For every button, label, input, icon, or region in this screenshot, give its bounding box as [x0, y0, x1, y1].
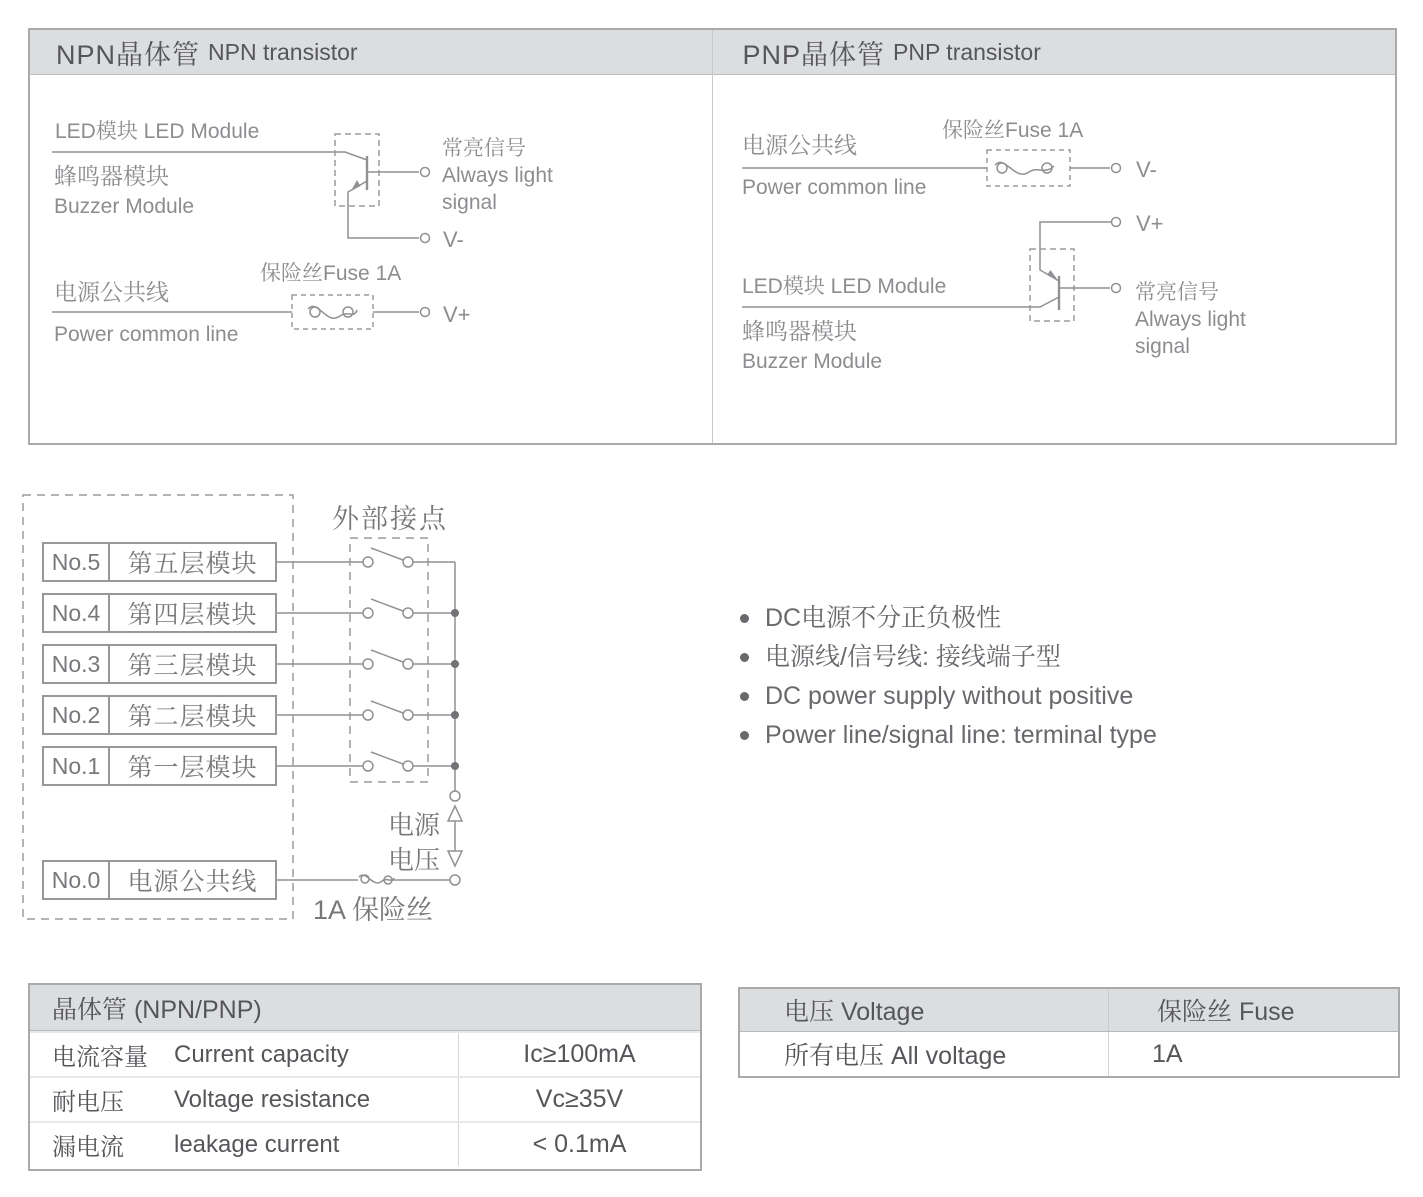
table-row-all-voltage: 所有电压 All voltage 1A [740, 1032, 1398, 1076]
bullet-icon [740, 653, 749, 662]
table-row-current-capacity: 电流容量 Current capacity Ic≥100mA [30, 1031, 700, 1076]
pnp-power-common-en: Power common line [742, 176, 927, 199]
npn-buzzer-label-en: Buzzer Module [54, 195, 195, 218]
pnp-fuse-label: 保险丝Fuse 1A [942, 119, 1084, 142]
pnp-power-common-zh: 电源公共线 [742, 132, 857, 158]
header-voltage: 电压 Voltage [740, 989, 1109, 1031]
pnp-always-light-label: 常亮信号 Always light signal [1135, 281, 1246, 358]
npn-buzzer-label-zh: 蜂鸣器模块 [54, 163, 169, 189]
table-row-leakage-current: 漏电流 leakage current < 0.1mA [30, 1121, 700, 1166]
pnp-title-zh: PNP晶体管 [742, 39, 886, 70]
npn-v-minus-label: V- [443, 227, 464, 252]
module-row-no4: No.4 第四层模块 [42, 593, 277, 633]
power-voltage-label-2: 电压 [387, 845, 440, 875]
note-item: 电源线/信号线: 接线端子型 [740, 642, 1220, 672]
external-contact-label: 外部接点 [332, 504, 448, 534]
notes-list [740, 603, 1220, 750]
npn-always-light-label: 常亮信号 Always light signal [442, 137, 553, 214]
npn-fuse-label: 保险丝Fuse 1A [260, 262, 402, 285]
power-voltage-label-1: 电源 [387, 810, 440, 840]
module-wiring-diagram [20, 490, 520, 940]
note-item: Power line/signal line: terminal type [740, 720, 1220, 750]
module-row-no1: No.1 第一层模块 [42, 746, 277, 786]
module-row-no2: No.2 第二层模块 [42, 695, 277, 735]
table-row-voltage-resistance: 耐电压 Voltage resistance Vc≥35V [30, 1076, 700, 1121]
voltage-fuse-table-header [740, 989, 1398, 1032]
pnp-v-plus-label: V+ [1136, 211, 1164, 236]
panel-divider [712, 30, 713, 443]
bullet-icon [740, 614, 749, 623]
npn-title-zh: NPN晶体管 [56, 39, 201, 70]
npn-power-common-zh: 电源公共线 [54, 279, 169, 305]
note-item: DC电源不分正负极性 [740, 603, 1220, 633]
header-fuse: 保险丝 Fuse [1157, 998, 1295, 1026]
bullet-icon [740, 731, 749, 740]
pnp-buzzer-label-en: Buzzer Module [742, 350, 883, 373]
transistor-spec-table [28, 983, 702, 1171]
pnp-led-module-label: LED模块 LED Module [742, 275, 947, 298]
transistor-panel [28, 28, 1397, 445]
pnp-title-en: PNP transistor [893, 38, 1041, 65]
module-row-no0: No.0 电源公共线 [42, 860, 277, 900]
note-item: DC power supply without positive [740, 681, 1220, 711]
pnp-v-minus-label: V- [1136, 157, 1157, 182]
voltage-fuse-table [738, 987, 1400, 1078]
bullet-icon [740, 692, 749, 701]
fuse-1a-label: 1A 保险丝 [313, 895, 434, 925]
transistor-table-title: 晶体管 (NPN/PNP) [30, 985, 700, 1031]
npn-power-common-en: Power common line [54, 323, 239, 346]
module-row-no5: No.5 第五层模块 [42, 542, 277, 582]
npn-led-module-label: LED模块 LED Module [55, 120, 260, 143]
module-row-no3: No.3 第三层模块 [42, 644, 277, 684]
npn-title-en: NPN transistor [208, 38, 358, 65]
pnp-buzzer-label-zh: 蜂鸣器模块 [742, 318, 857, 344]
npn-v-plus-label: V+ [443, 302, 471, 327]
